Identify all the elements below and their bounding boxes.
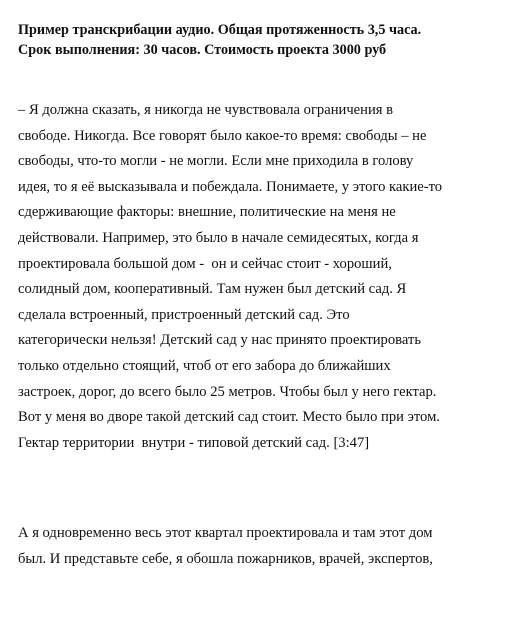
- paragraph-line: проектировала большой дом - он и сейчас стоит - хороший,: [18, 255, 392, 272]
- heading-line: Срок выполнения: 30 часов. Стоимость проекта 3000 руб: [18, 42, 387, 58]
- paragraph-line: идея, то я её высказывала и побеждала. Понимаете, у этого какие-то: [18, 178, 443, 195]
- heading-line: Пример транскрибации аудио. Общая протяженность 3,5 часа.: [18, 22, 422, 38]
- paragraph-line: – Я должна сказать, я никогда не чувствовала ограничения в: [18, 102, 394, 118]
- paragraph-line: действовали. Например, это было в начале семидесятых, когда я: [18, 229, 419, 246]
- paragraph-line: Гектар территории внутри - типовой детский сад. [3:47]: [18, 434, 370, 451]
- paragraph-line: был. И представьте себе, я обошла пожарников, врачей, экспертов,: [18, 550, 433, 567]
- paragraph-line: только отдельно стоящий, чтоб от его забора до ближайших: [18, 357, 391, 374]
- paragraph-line: солидный дом, кооперативный. Там нужен был детский сад. Я: [18, 281, 407, 298]
- paragraph-line: застроек, дорог, до всего было 25 метров. Чтобы был у него гектар.: [18, 383, 437, 400]
- transcript-paragraph: [18, 521, 508, 572]
- paragraph-line: сделала встроенный, пристроенный детский сад. Это: [18, 306, 350, 323]
- paragraph-line: свободы, что-то могли - не могли. Если мне приходила в голову: [18, 153, 414, 170]
- document-heading: [18, 20, 508, 60]
- paragraph-line: свободе. Никогда. Все говорят было какое-то время: свободы – не: [18, 127, 427, 144]
- paragraph-line: А я одновременно весь этот квартал проектировала и там этот дом: [18, 525, 433, 541]
- transcript-paragraph: [18, 98, 508, 456]
- paragraph-line: категорически нельзя! Детский сад у нас принято проектировать: [18, 332, 421, 349]
- paragraph-line: Вот у меня во дворе такой детский сад стоит. Место было при этом.: [18, 409, 440, 426]
- paragraph-line: сдерживающие факторы: внешние, политические на меня не: [18, 204, 396, 221]
